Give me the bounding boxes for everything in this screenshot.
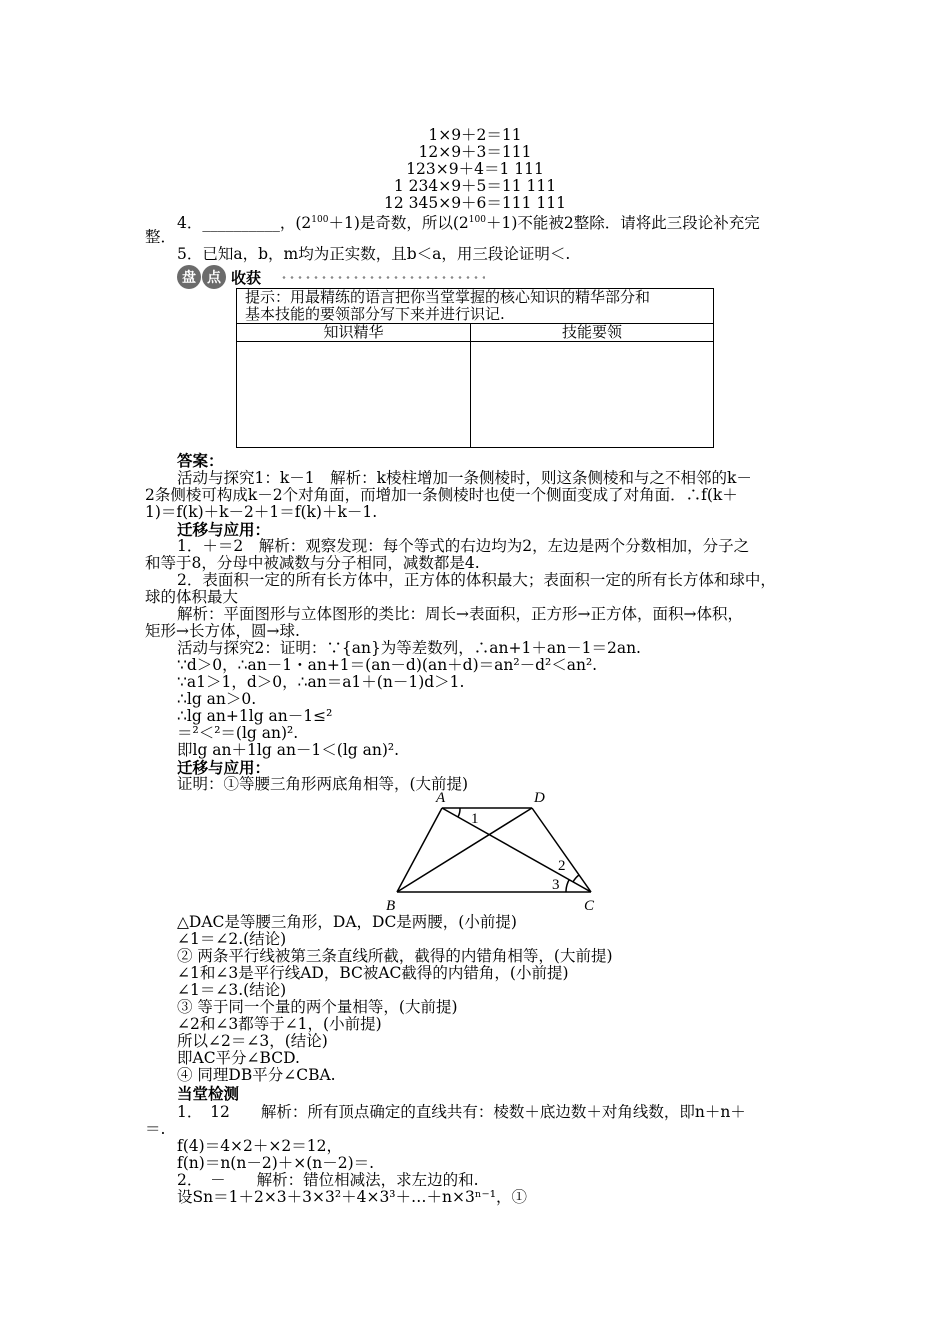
answer-line: 活动与探究2：证明：∵{an}为等差数列，∴an+1＋an－1＝2an. — [177, 639, 641, 657]
answer-line: ∴lg an＞0. — [177, 690, 257, 708]
answer-line: ∵a1＞1，d＞0，∴an＝a1＋(n－1)d＞1. — [177, 673, 465, 691]
section-heading: 迁移与应用： — [177, 758, 271, 777]
angle-1-arc — [458, 808, 460, 817]
proof-line: ∠1和∠3是平行线AD，BC被AC截得的内错角，(小前提) — [177, 964, 569, 982]
answer-line: ＝²＜²＝(lg an)². — [177, 724, 299, 742]
proof-line: 设Sn＝1＋2×3＋3×3²＋4×3³＋…＋n×3ⁿ⁻¹，① — [177, 1188, 527, 1206]
summary-table — [236, 288, 714, 448]
answer-line: ∵d＞0，∴an－1・an+1＝(an－d)(an＋d)＝an²－d²＜an². — [177, 656, 598, 674]
equation-line: 1×9＋2＝11 — [428, 126, 522, 144]
answer-line: 矩形→长方体，圆→球. — [145, 622, 300, 640]
knowledge-cell[interactable] — [237, 342, 471, 448]
section-heading: 迁移与应用： — [177, 520, 271, 539]
label-a: A — [436, 790, 446, 806]
proof-line: 即AC平分∠BCD. — [177, 1049, 300, 1067]
equation-line: 1 234×9＋5＝11 111 — [393, 177, 557, 195]
question-5: 5．已知a，b，m均为正实数，且b＜a，用三段论证明＜. — [177, 245, 571, 263]
question-4-cont: 整． — [145, 228, 177, 246]
answer-line: 2条侧棱可构成k－2个对角面，而增加一条侧棱时也使一个侧面变成了对角面．∴f(k＋ — [145, 486, 738, 504]
proof-line: f(4)＝4×2＋×2＝12， — [177, 1137, 342, 1155]
proof-line: ∠1＝∠3.(结论) — [177, 981, 287, 999]
skills-cell[interactable] — [471, 342, 714, 448]
equation-line: 123×9＋4＝1 111 — [406, 160, 544, 178]
edge-dc — [532, 808, 591, 892]
answer-line: 证明：①等腰三角形两底角相等，(大前提) — [177, 775, 469, 793]
proof-line: f(n)＝n(n－2)＋×(n－2)＝. — [177, 1154, 375, 1172]
dotted-divider — [280, 276, 485, 279]
answer-line: 2．表面积一定的所有长方体中，正方体的体积最大；表面积一定的所有长方体和球中， — [177, 571, 776, 589]
answers-heading: 答案： — [177, 451, 224, 470]
proof-line: 所以∠2＝∠3，(结论) — [177, 1032, 328, 1050]
label-c: C — [584, 898, 595, 914]
angle-2-arc — [573, 875, 579, 882]
label-d: D — [534, 790, 545, 806]
proof-line: ④ 同理DB平分∠CBA. — [177, 1066, 336, 1084]
proof-line: ∠1＝∠2.(结论) — [177, 930, 287, 948]
trapezoid-figure — [380, 788, 610, 916]
answer-line: ∴lg an+1lg an－1≤² — [177, 707, 333, 725]
edge-ab — [397, 808, 442, 892]
proof-line: ＝. — [145, 1120, 166, 1138]
answer-line: 1．＋＝2 解析：观察发现：每个等式的右边均为2，左边是两个分数相加，分子之 — [177, 537, 750, 555]
section-badge — [177, 264, 261, 290]
answer-line: 和等于8，分母中被减数与分子相同，减数都是4. — [145, 554, 480, 572]
label-angle-2: 2 — [558, 858, 566, 874]
proof-line: △DAC是等腰三角形，DA，DC是两腰，(小前提) — [177, 913, 517, 931]
badge-char-1: 盘 — [177, 265, 201, 289]
equation-line: 12 345×9＋6＝111 111 — [383, 194, 567, 212]
label-angle-1: 1 — [471, 811, 479, 827]
badge-char-2: 点 — [202, 265, 226, 289]
proof-line: ② 两条平行线被第三条直线所截，截得的内错角相等，(大前提) — [177, 947, 613, 965]
badge-title: 收获 — [231, 268, 262, 287]
label-b: B — [386, 898, 396, 914]
section-heading: 当堂检测 — [177, 1084, 240, 1103]
header-knowledge: 知识精华 — [237, 324, 471, 342]
proof-line: ③ 等于同一个量的两个量相等，(大前提) — [177, 998, 458, 1016]
answer-line: 球的体积最大 — [145, 588, 239, 606]
angle-3-arc — [566, 880, 569, 892]
header-skills: 技能要领 — [471, 324, 714, 342]
answer-line: 1)＝f(k)＋k－2＋1＝f(k)＋k－1. — [145, 503, 378, 521]
answer-line: 即lg an＋1lg an－1＜(lg an)². — [177, 741, 400, 759]
proof-line: 1． 12 解析：所有顶点确定的直线共有：棱数＋底边数＋对角线数，即n＋n＋ — [177, 1103, 746, 1121]
proof-line: ∠2和∠3都等于∠1，(小前提) — [177, 1015, 382, 1033]
question-4: 4．__________，$(2^{100}+1)$是奇数，所以$(2^{100}+1)$不能被2整除．请将此三段论补充完 — [177, 214, 760, 233]
answer-line: 解析：平面图形与立体图形的类比：周长→表面积，正方形→正方体，面积→体积， — [177, 605, 743, 623]
proof-line: 2． － 解析：错位相减法，求左边的和. — [177, 1171, 479, 1189]
answer-line: 活动与探究1：k－1 解析：k棱柱增加一条侧棱时，则这条侧棱和与之不相邻的k－ — [177, 469, 752, 487]
tip-cell: 提示：用最精练的语言把你当堂掌握的核心知识的精华部分和 基本技能的要领部分写下来并进行识记. — [237, 289, 714, 324]
equation-line: 12×9＋3＝111 — [418, 143, 532, 161]
label-angle-3: 3 — [552, 877, 560, 893]
